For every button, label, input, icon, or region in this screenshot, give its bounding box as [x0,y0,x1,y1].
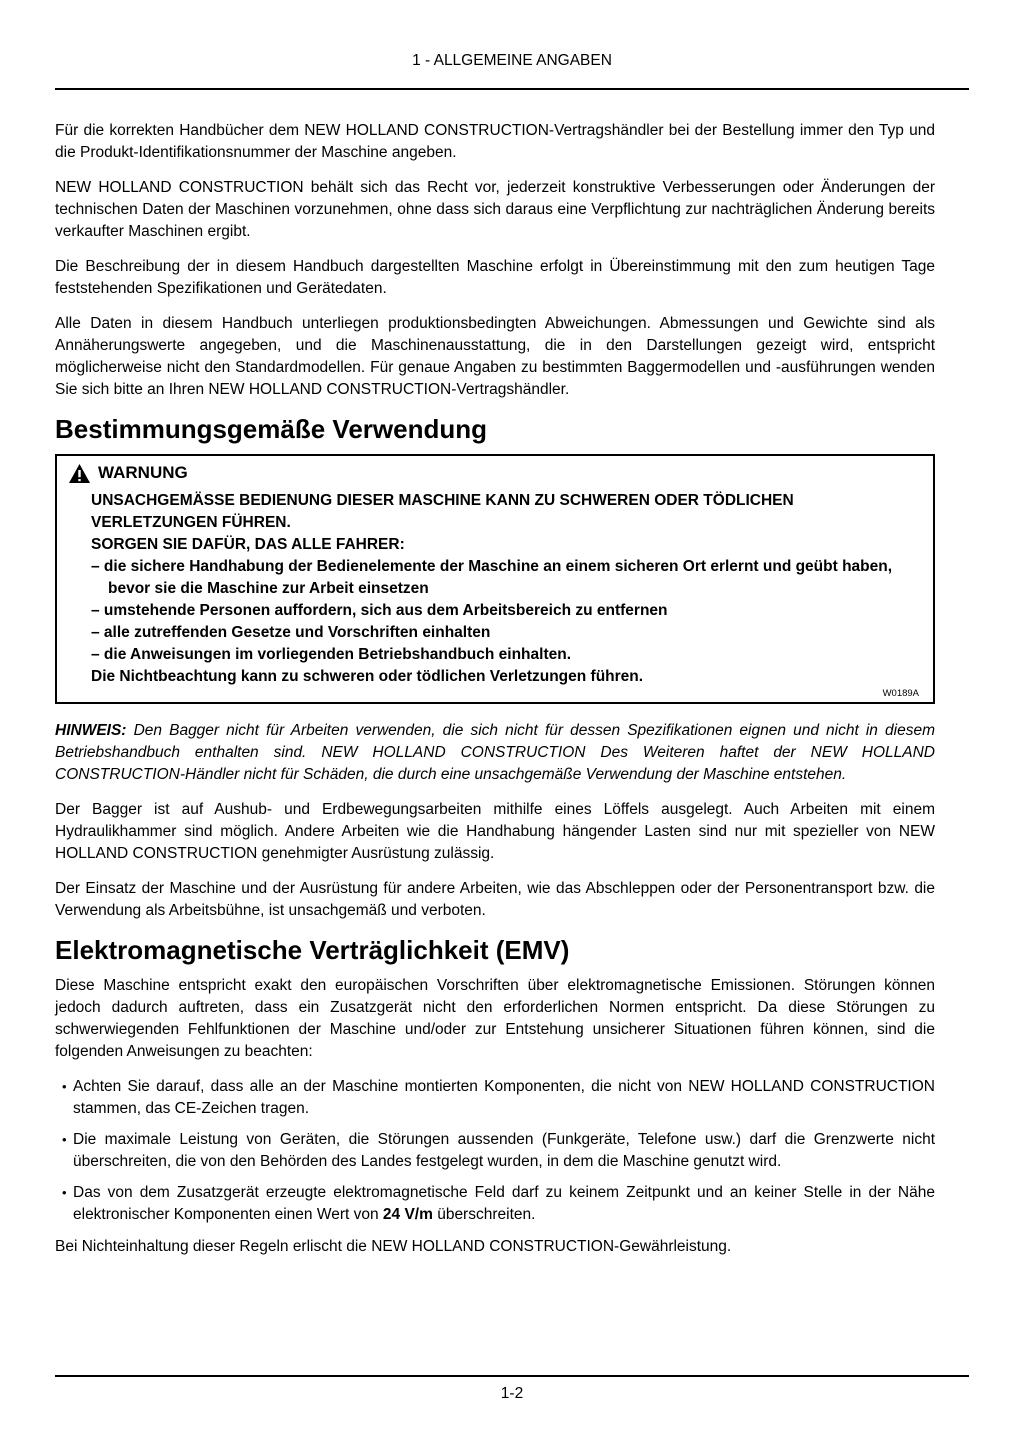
bullet-text: Die maximale Leistung von Geräten, die Störungen aussenden (Funkgeräte, Telefone usw.) darf die Grenzwerte nicht überschreiten, die von den Behörden des Landes festgelegt wurden, in dem die Maschine genutzt wird. [73,1131,935,1170]
warning-box [55,454,935,704]
note-paragraph [55,720,935,786]
bullet-icon: • [62,1079,67,1094]
warning-header [69,462,919,484]
intro-paragraph-2: NEW HOLLAND CONSTRUCTION behält sich das Recht vor, jederzeit konstruktive Verbesserungen oder Änderungen der technischen Daten der Maschinen vorzunehmen, ohne dass sich daraus eine Verpflichtung zur nachträglichen Änderung bereits verkaufter Maschinen ergibt. [55,179,935,240]
bullet-text-post: überschreiten. [432,1206,536,1223]
page-header [55,50,969,90]
intro-paragraph-3: Die Beschreibung der in diesem Handbuch dargestellten Maschine erfolgt in Übereinstimmung mit den zum heutigen Tage feststehenden Spezifikationen und Gerätedaten. [55,258,935,297]
warning-label: WARNUNG [98,463,188,482]
bullet-text-pre: Das von dem Zusatzgerät erzeugte elektromagnetische Feld darf zu keinem Zeitpunkt und an keiner Stelle in der Nähe elektronischer Komponenten einen Wert von [73,1184,935,1223]
warning-list-item: – umstehende Personen auffordern, sich aus dem Arbeitsbereich zu entfernen [91,602,668,619]
warning-list-item: – alle zutreffenden Gesetze und Vorschriften einhalten [91,624,491,641]
section-heading-emc: Elektromagnetische Verträglichkeit (EMV) [55,935,570,965]
header-divider [55,88,969,90]
note-label: HINWEIS: [55,722,127,739]
intro-paragraph-4: Alle Daten in diesem Handbuch unterliegen produktionsbedingten Abweichungen. Abmessungen und Gewichte sind als Annäherungswerte angegeben, und die Maschinenausstattung, die in den Darstellungen gezeigt wird, entspricht möglicherweise nicht den Standardmodellen. Für genaue Angaben zu bestimmten Baggermodellen und -ausführungen wenden Sie sich bitte an Ihren NEW HOLLAND CONSTRUCTION-Vertragshändler. [55,315,935,398]
list-item [55,1076,935,1120]
usage-paragraph-2: Der Einsatz der Maschine und der Ausrüstung für andere Arbeiten, wie das Abschleppen oder der Personentransport bzw. die Verwendung als Arbeitsbühne, ist unsachgemäß und verboten. [55,880,935,919]
list-item [55,1182,935,1226]
page-number: 1-2 [500,1385,524,1402]
list-item [55,1129,935,1173]
bullet-icon: • [62,1132,67,1147]
warning-closing-line: Die Nichtbeachtung kann zu schweren oder tödlichen Verletzungen führen. [91,668,644,685]
section-heading-intended-use: Bestimmungsgemäße Verwendung [55,414,487,444]
footer-divider [55,1375,969,1377]
emc-bullet-list [55,1076,935,1226]
chapter-title: 1 - ALLGEMEINE ANGABEN [412,52,612,69]
warning-line: SORGEN SIE DAFÜR, DAS ALLE FAHRER: [91,536,405,553]
warning-line: UNSACHGEMÄSSE BEDIENUNG DIESER MASCHINE KANN ZU SCHWEREN ODER TÖDLICHEN VERLETZUNGEN FÜHREN. [91,492,794,531]
page-footer [55,1375,969,1405]
warning-triangle-icon [69,464,90,483]
warning-body [69,490,919,688]
warning-reference-code: W0189A [882,688,919,699]
bullet-icon: • [62,1185,67,1200]
bullet-text: Achten Sie darauf, dass alle an der Maschine montierten Komponenten, die nicht von NEW HOLLAND CONSTRUCTION stammen, das CE-Zeichen tragen. [73,1078,935,1117]
usage-paragraph-1: Der Bagger ist auf Aushub- und Erdbewegungsarbeiten mithilfe eines Löffels ausgelegt. Auch Arbeiten mit einem Hydraulikhammer sind möglich. Andere Arbeiten wie die Handhabung hängender Lasten sind nur mit spezieller von NEW HOLLAND CONSTRUCTION genehmigter Ausrüstung zulässig. [55,801,935,862]
bullet-text [73,1182,935,1226]
bullet-text-emphasis: 24 V/m [382,1206,433,1223]
note-text: Den Bagger nicht für Arbeiten verwenden, die sich nicht für dessen Spezifikationen eignen und nicht in diesem Betriebshandbuch enthalten sind. NEW HOLLAND CONSTRUCTION Des Weiteren haftet der NEW HOLLAND CONSTRUCTION-Händler nicht für Schäden, die durch eine unsachgemäße Verwendung der Maschine entstehen. [55,722,935,783]
warning-list-item: – die sichere Handhabung der Bedienelemente der Maschine an einem sicheren Ort erlernt und geübt haben, bevor sie die Maschine zur Arbeit einsetzen [91,558,893,597]
emc-paragraph-2: Bei Nichteinhaltung dieser Regeln erlischt die NEW HOLLAND CONSTRUCTION-Gewährleistung. [55,1238,732,1255]
intro-paragraph-1: Für die korrekten Handbücher dem NEW HOLLAND CONSTRUCTION-Vertragshändler bei der Bestellung immer den Typ und die Produkt-Identifikationsnummer der Maschine angeben. [55,122,935,161]
emc-paragraph-1: Diese Maschine entspricht exakt den europäischen Vorschriften über elektromagnetische Emissionen. Störungen können jedoch dadurch auftreten, dass ein Zusatzgerät nicht den erforderlichen Normen entspricht. Da diese Störungen zu schwerwiegenden Fehlfunktionen der Maschine und/oder zur Entstehung unsicherer Situationen führen können, sind die folgenden Anweisungen zu beachten: [55,977,935,1060]
warning-list-item: – die Anweisungen im vorliegenden Betriebshandbuch einhalten. [91,646,572,663]
